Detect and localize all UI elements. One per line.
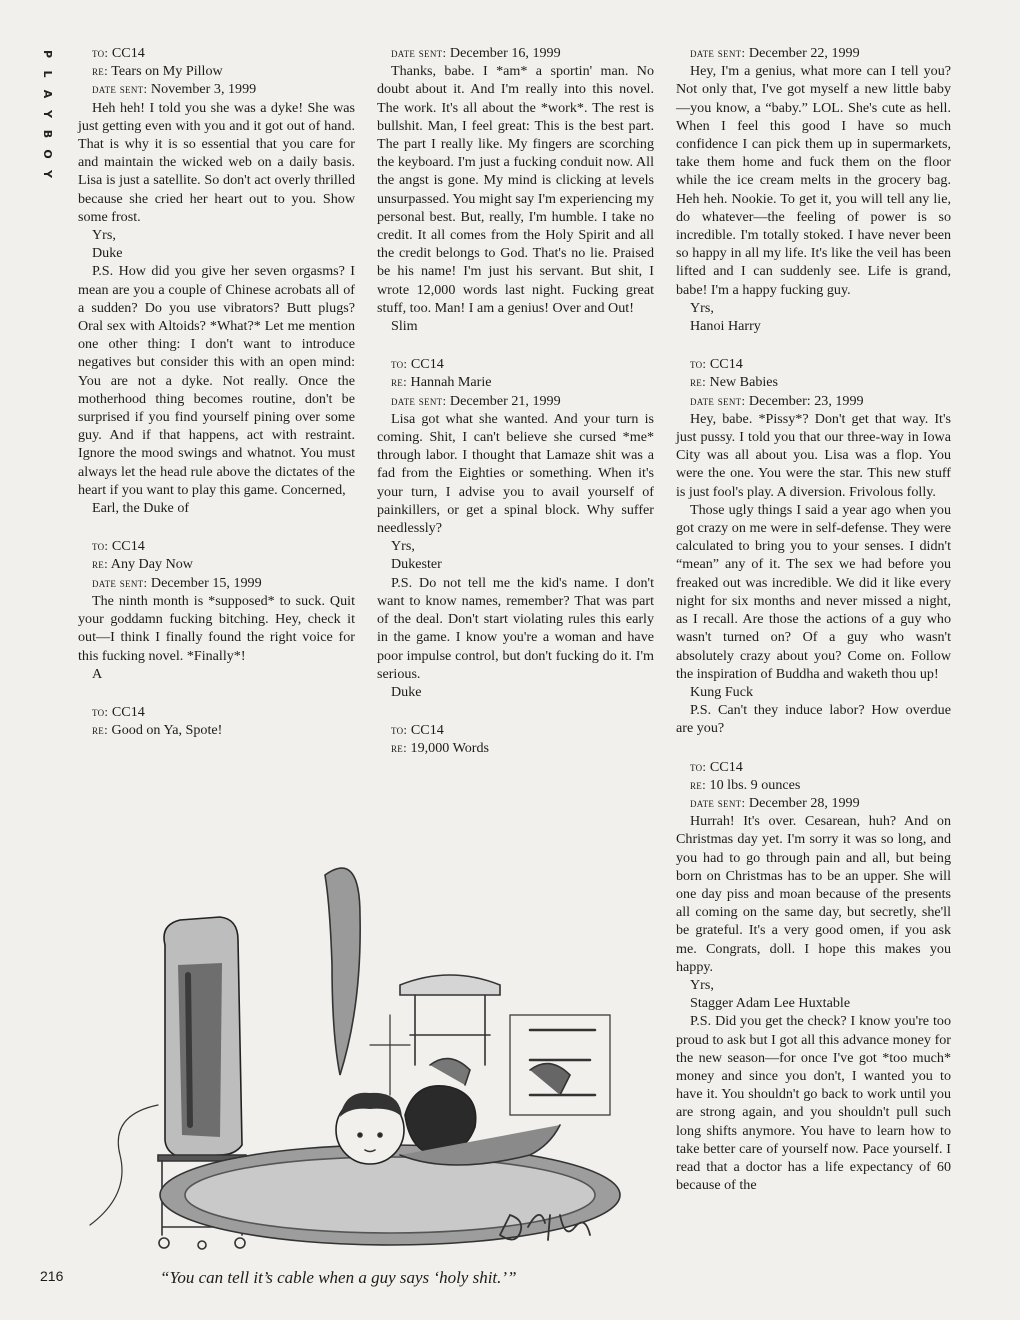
signature: Slim	[391, 318, 418, 335]
cartoon-illustration	[70, 855, 625, 1265]
column-3	[676, 44, 951, 1194]
email-entry: to: CC14 re: New Babies date sent: December: 23, 1999 Hey, babe. *Pissy*? Don't get that way. It's just pussy. I told you that our three-way in Iowa City was all about you. Lisa was a flop. You were the one. You were the star. This new stuff is just fool's play. A diversion. Frivolous folly. Those ugly things I said a year ago when you got crazy on me were in self-defense. They were calculated to bring you to your senses. I didn't “mean” any of it. The sex we had before you freaked out was incredible. We did it like every night for six months and never missed a night, as I recall. Are those the actions of a guy who wasn't turned on? Of a guy who wasn't absolutely crazy about you? Come on. Follow the inspiration of Buddha and waketh thou up! Kung Fuck P.S. Can't they induce labor? How overdue are you?	[676, 356, 951, 737]
signoff: Yrs,	[391, 538, 415, 555]
magazine-name: P L A Y B O Y	[41, 49, 54, 178]
postscript: P.S. How did you give her seven orgasms? I mean are you a couple of Chinese acrobats all of a sudden? Do you use vibrators? Butt plugs? Oral sex with Altoids? *What?* Let me mention one other thing: I don't want to introduce negatives but consider this with an open mind: You are not a dyke. Not really. Once the motherhood thing becomes routine, don't be surprised if you find yourself pining over some guy. And if that happens, act with restraint. Ignore the mood swings and whatnot. You must always let the head rule above the dictates of the heart if you want to play this game. Concerned,	[78, 263, 355, 498]
signature: Hanoi Harry	[690, 318, 761, 335]
email-body: Hey, babe. *Pissy*? Don't get that way. It's just pussy. I told you that our three-way in Iowa City was all about you. Lisa was a flop. You were the one. You were the star. This new stuff is just fool's play. A diversion. Frivolous folly.	[676, 410, 951, 500]
email-body: Thanks, babe. I *am* a sportin' man. No doubt about it. And I'm really into this novel. The work. It's all about the *work*. The rest is bullshit. Man, I feel great: This is the best part. The part I really like. My fingers are scorching the keyboard. I'm just a fucking conduit now. All the angst is gone. My mind is clicking at levels unsurpassed. You might say I'm experiencing my personal best. But, really, I'm humble. I take no credit. It all comes from the Holy Spirit and all the credit belongs to God. That's no lie. Praised be his name! I'm just his servant. But shit, I wrote 12,000 words last night. Fucking great stuff, too. Man! I am a genius! Over and Out!	[377, 63, 654, 316]
email-entry: to: CC14 re: Hannah Marie date sent: December 21, 1999 Lisa got what she wanted. And your turn is coming. Shit, I can't believe she cursed *me* through labor. I thought that Lamaze shit was a fad from the Eighties or something. When it's your turn, I advise you to avail yourself of painkillers, or get a spinal block. Why suffer needlessly? Yrs, Dukester P.S. Do not tell me the kid's name. I don't want to know names, remember? That was part of the deal. Don't start violating rules this early in the game. I know you're a woman and have poor impulse control, but don't fucking do it. I'm serious. Duke	[377, 356, 654, 700]
email-entry: to: CC14 re: 19,000 Words	[391, 722, 490, 757]
postscript: P.S. Did you get the check? I know you're too proud to ask but I got all this advance money for the new season—for once I've got *too much* money and since you don't, I wanted you to have it. You shouldn't go back to work until you are strong again, and you shouldn't pull such long shifts anymore. You have to learn how to take better care of yourself now. Pace yourself. I read that a doctor has a life expectancy of 60 because of the	[676, 1013, 951, 1194]
signature: Kung Fuck	[690, 683, 754, 700]
email-entry: to: CC14 re: Any Day Now date sent: December 15, 1999 The ninth month is *supposed* to suck. Quit your goddamn fucking bitching. Hey, check it out—I think I finally found the right voice for this fucking novel. *Finally*! A	[78, 538, 355, 682]
email-body: Hurrah! It's over. Cesarean, huh? And on Christmas day yet. I'm sorry it was so long, and you had to go through pain and all, but being born on Christmas has to be an upper. She will one day piss and moan because of the presents all coming on the same day, but secretly, she'll be grateful. It's a very good omen, if you ask me. Congrats, doll. I hope this makes you happy.	[676, 813, 951, 975]
email-entry: to: CC14 re: Tears on My Pillow date sent: November 3, 1999 Heh heh! I told you she was a dyke! She was just getting even with you and it got out of hand. That is why it is so essential that you care for and maintain the wicked web on a daily basis. Lisa is just a satellite. So don't act overly thrilled because she cried her heart out to you. Show some frost. Yrs, Duke P.S. How did you give her seven orgasms? I mean are you a couple of Chinese acrobats all of a sudden? Do you use vibrators? Butt plugs? Oral sex with Altoids? *What?* Let me mention one other thing: I don't want to introduce negatives but consider this with an open mind: You are not a dyke. Not really. Once the motherhood thing becomes routine, don't be surprised if you find yourself pining over some guy. And if that happens, act with restraint. Ignore the mood swings and whatnot. You must always let the head rule above the dictates of the heart if you want to play this game. Concerned, Earl, the Duke of	[78, 45, 355, 517]
signature: A	[92, 665, 103, 682]
signoff: Yrs,	[690, 976, 714, 993]
email-entry: to: CC14 re: Good on Ya, Spote!	[92, 703, 223, 739]
email-body: Lisa got what she wanted. And your turn is coming. Shit, I can't believe she cursed *me* through labor. I thought that Lamaze shit was a fad from the Eighties or something. When it's your turn, I advise you to avail yourself of painkillers, or get a spinal block. Why suffer needlessly?	[377, 410, 654, 537]
email-entry: date sent: December 16, 1999 Thanks, babe. I *am* a sportin' man. No doubt about it. And I'm really into this novel. The work. It's all about the *work*. The rest is bullshit. Man, I feel great: This is the best part. The part I really like. My fingers are scorching the keyboard. I'm just a fucking conduit now. All the angst is gone. My mind is clicking at levels unsurpassed. You might say I'm experiencing my personal best. But, really, I'm humble. I take no credit. It all comes from the Holy Spirit and all the credit belongs to God. That's no lie. Praised be his name! I'm just his servant. But shit, I wrote 12,000 words last night. Fucking great stuff, too. Man! I am a genius! Over and Out! Slim	[377, 45, 654, 335]
column-2	[377, 44, 654, 758]
signature: Duke	[391, 683, 422, 700]
email-entry: to: CC14 re: 10 lbs. 9 ounces date sent: December 28, 1999 Hurrah! It's over. Cesarean, huh? And on Christmas day yet. I'm sorry it was so long, and you had to go through pain and all, but being born on Christmas has to be an upper. She will one day piss and moan because of the presents all coming on the same day, but secretly, she'll be grateful. It's a very good omen, if you ask me. Congrats, doll. I hope this makes you happy. Yrs, Stagger Adam Lee Huxtable P.S. Did you get the check? I know you're too proud to ask but I got all this advance money for the new season—for once I've got *too much* money and since you don't, I wanted you to have it. You shouldn't go back to work until you are strong again, and you shouldn't pull such long shifts anymore. You have to learn how to take better care of yourself now. Pace yourself. I read that a doctor has a life expectancy of 60 because of the	[676, 758, 951, 1194]
postscript: P.S. Do not tell me the kid's name. I don't want to know names, remember? That was part of the deal. Don't start violating rules this early in the game. I know you're a woman and have poor impulse control, but don't fucking do it. I'm serious.	[377, 574, 654, 682]
cartoon-caption: “You can tell it’s cable when a guy says ‘holy shit.’”	[160, 1268, 517, 1287]
column-1	[78, 44, 355, 739]
page-number: 216	[40, 1268, 64, 1284]
email-body: Heh heh! I told you she was a dyke! She was just getting even with you and it got out of hand. That is why it is so essential that you care for and maintain the wicked web on a daily basis. Lisa is just a satellite. So don't act overly thrilled because she cried her heart out to you. Show some frost.	[78, 99, 355, 225]
email-entry: date sent: December 22, 1999 Hey, I'm a genius, what more can I tell you? Not only that, I've got myself a new little baby—you know, a “baby.” LOL. She's cute as hell. When I feel this good I have so much confidence I can pick them up in supermarkets, take them home and fuck them on the floor while the ice cream melts in the grocery bag. Heh heh. Nookie. To get it, you will tell any lie, do whatever—the feeling of power is so incredible. I'm totally stoked. I have never been so happy in all my life. It's like the veil has been lifted and I can suddenly see. Life is grand, babe! I'm a happy fucking guy. Yrs, Hanoi Harry	[676, 45, 951, 335]
email-body: Hey, I'm a genius, what more can I tell you? Not only that, I've got myself a new little baby—you know, a “baby.” LOL. She's cute as hell. When I feel this good I have so much confidence I can pick them up in supermarkets, take them home and fuck them on the floor while the ice cream melts in the grocery bag. Heh heh. Nookie. To get it, you will tell any lie, do whatever—the feeling of power is so incredible. I'm totally stoked. I have never been so happy in all my life. It's like the veil has been lifted and I can suddenly see. Life is grand, babe! I'm a happy fucking guy.	[676, 63, 951, 298]
signature: Dukester	[391, 556, 442, 573]
signature: Duke	[92, 245, 123, 262]
email-body: Those ugly things I said a year ago when you got crazy on me were in self-defense. They were calculated to bring you to your senses. I didn't “mean” any of it. The sex we had before you freaked out was incredible. We did it like every night for six months and never missed a night, as I recall. Are those the actions of a guy who wasn't turned on? Of a guy who wasn't absolutely crazy about you? Come on. Follow the inspiration of Buddha and waketh thou up!	[676, 501, 951, 682]
signature: Stagger Adam Lee Huxtable	[690, 995, 851, 1012]
email-body: The ninth month is *supposed* to suck. Quit your goddamn fucking bitching. Hey, check it out—I think I finally found the right voice for this fucking novel. *Finally*!	[78, 592, 355, 664]
signoff: Yrs,	[92, 227, 116, 244]
signature: Earl, the Duke of	[92, 500, 190, 517]
signoff: Yrs,	[690, 299, 714, 316]
postscript: P.S. Can't they induce labor? How overdue are you?	[676, 702, 951, 737]
